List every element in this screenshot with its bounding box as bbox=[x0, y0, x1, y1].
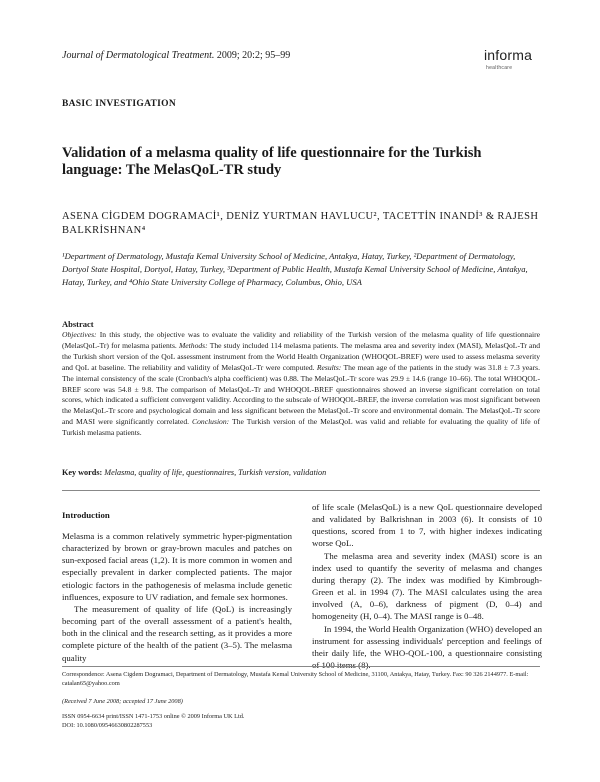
intro-paragraph: Melasma is a common relatively symmetric hyper-pigmentation characterized by brown or gray-brown macules and patches on sun-exposed facial areas (1,2). It is more common in women and especially prevalent in darker complected patients. The major etiologic factors in the pathogenesis of melasma include genetic influences, exposure to UV radiation, and female sex hormones. bbox=[62, 531, 292, 602]
affiliations: ¹Department of Dermatology, Mustafa Kemal University School of Medicine, Antakya, Hatay, Turkey, ²Department of Dermatology, Dortyol State Hospital, Dortyol, Hatay, Turkey, ³Department of Public Health, Mustafa Kemal University School of Medicine, Antakya, Hatay, Turkey, and ⁴Ohio State University College of Pharmacy, Columbus, Ohio, USA bbox=[62, 251, 528, 287]
journal-citation bbox=[62, 50, 290, 61]
intro-paragraph: The melasma area and severity index (MASI) score is an index used to quantify the severity of melasma and changes during therapy (2). The index was modified by Kimbrough-Green et al. in 1994 (7). The MASI calculates using the area involved (A, 0–6), darkness of pigment (D, 0–4) and homogeneity (H, 0–4). The MASI range is 0–48. bbox=[312, 550, 542, 622]
introduction-column-right bbox=[312, 501, 542, 671]
correspondence-note: Correspondence: Asena Cigdem Dogramaci, Department of Dermatology, Mustafa Kemal University School of Medicine, 31100, Antakya, Hatay, Turkey. Fax: 90 326 2144977. E-mail: catalan65@yahoo.com bbox=[62, 671, 529, 687]
abstract-conclusion-label: Conclusion: bbox=[192, 417, 230, 427]
abstract-conclusion-text: The Turkish version of the MelasQoL was valid and reliable for evaluating the quality of life of Turkish melasma patients. bbox=[62, 417, 540, 438]
journal-name: Journal of Dermatological Treatment. bbox=[62, 50, 215, 61]
abstract-body bbox=[62, 330, 540, 439]
abstract-results-label: Results: bbox=[316, 362, 342, 372]
divider bbox=[62, 490, 540, 491]
introduction-heading: Introduction bbox=[62, 510, 110, 520]
publisher-logo: informa bbox=[484, 47, 533, 63]
introduction-column-left bbox=[62, 530, 292, 664]
abstract-results-text: The mean age of the patients in the study was 31.8 ± 7.3 years. The internal consistency of the scale (Cronbach's alpha coefficient) was 0.88. The MelasQoL-Tr score was 29.9 ± 14.6 (range 10–66). The total WHOQOL-BREF score was 54.8 ± 9.8. The comparison of MelasQoL-Tr and WHOQOL-BREF questionnaires showed an inverse significant correlation on total scores, which indicated a sufficient convergent validity. According to the subscale of WHOQOL-BREF, the inverse correlation was most significant between the MelasQoL-Tr score and psychological domain and less significant between the MelasQoL-Tr score and environmental domain. The MelasQoL-Tr score and MASI were significantly correlated. bbox=[62, 362, 540, 427]
received-date-text: (Received 7 June 2008; accepted 17 June 2008) bbox=[62, 698, 183, 705]
abstract-heading: Abstract bbox=[62, 319, 94, 329]
keywords-text: Melasma, quality of life, questionnaires, Turkish version, validation bbox=[102, 468, 327, 477]
publisher-logo-sub: healthcare bbox=[486, 65, 513, 71]
abstract-objectives-label: Objectives: bbox=[62, 330, 97, 339]
section-type: BASIC INVESTIGATION bbox=[62, 99, 177, 109]
doi-line: DOI: 10.1080/09546630802287553 bbox=[62, 722, 153, 729]
issn-line: ISSN 0954-6634 print/ISSN 1471-1753 online © 2009 Informa UK Ltd. bbox=[62, 713, 245, 720]
keywords bbox=[62, 468, 540, 477]
author-list: ASENA CİGDEM DOGRAMACİ¹, DENİZ YURTMAN HAVLUCU², TACETTİN INANDİ³ & RAJESH BALKRİSHNAN⁴ bbox=[62, 211, 539, 236]
footer-divider bbox=[62, 666, 540, 667]
abstract-objectives-text: In this study, the objective was to evaluate the validity and reliability of the Turkish version of the melasma quality of life questionnaire (MelasQoL-Tr) for melasma patients. bbox=[62, 330, 540, 350]
intro-paragraph: The measurement of quality of life (QoL) is increasingly becoming part of the overall assessment of a patient's health, both in the clinical and the research setting, as it provides a more complete picture of the health of the patient (3–5). The melasma quality bbox=[62, 603, 292, 663]
journal-ref: 2009; 20:2; 95–99 bbox=[214, 50, 291, 61]
abstract-methods-label: Methods: bbox=[178, 340, 208, 350]
received-date bbox=[62, 697, 540, 706]
keywords-label: Key words: bbox=[62, 468, 103, 477]
intro-paragraph: of life scale (MelasQoL) is a new QoL questionnaire developed and validated by Balkrishnan in 2003 (6). It consists of 10 questions, scored from 1 to 7, with higher indexes indicating worse QoL. bbox=[312, 502, 542, 549]
abstract-methods-text: The study included 114 melasma patients. The melasma area and severity index (MASI), MelasQoL-Tr and the Turkish short version of the QoL assessment instrument from the World Health Organization (WHOQOL-BREF) were used to assess melasma severity and QoL at baseline. The reliability and validity of MelasQoL-Tr were computed. bbox=[62, 340, 540, 372]
intro-paragraph: In 1994, the World Health Organization (WHO) developed an instrument for assessing individuals' perception and feelings of their daily life, the WHO-QOL-100, a questionnaire consisting of 100 items (8). bbox=[312, 623, 542, 671]
article-title: Validation of a melasma quality of life questionnaire for the Turkish language: The MelasQoL-TR study bbox=[62, 145, 482, 178]
